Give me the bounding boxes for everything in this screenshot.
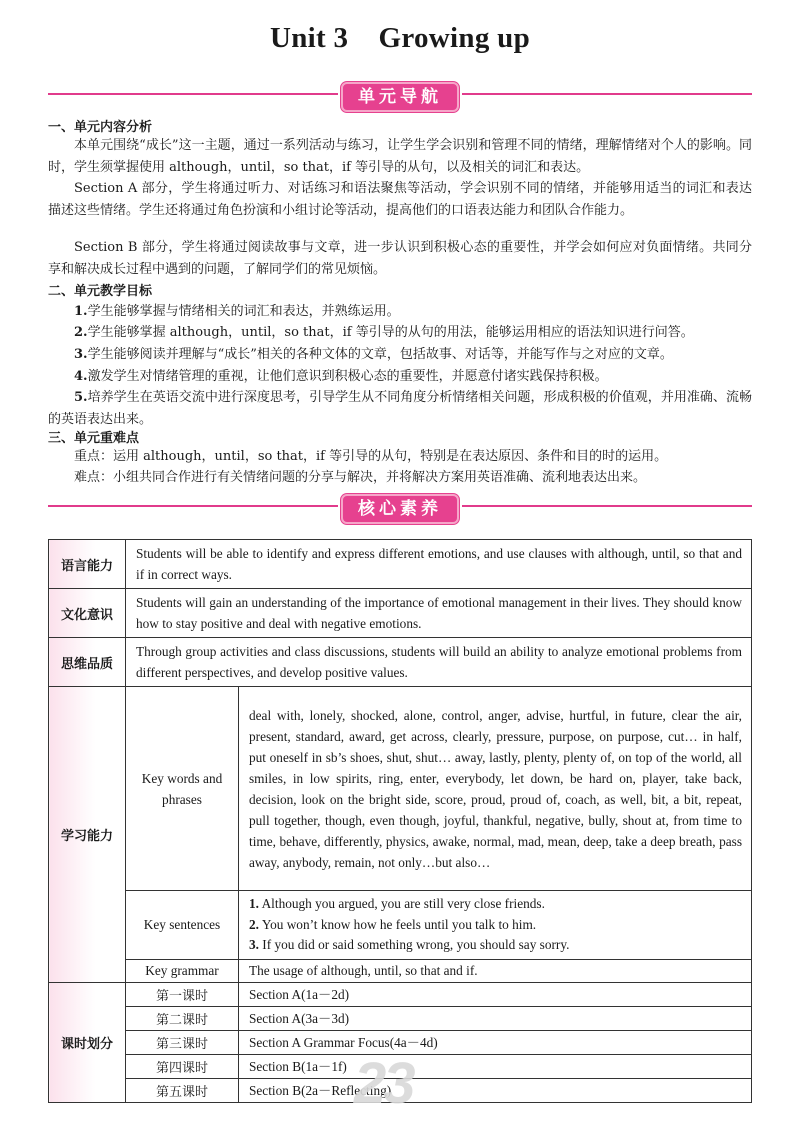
table-row-lesson-2 xyxy=(49,1006,752,1030)
goal-text: 学生能够掌握 although，until，so that，if 等引导的从句的用法，能够运用相应的语法知识进行问答。 xyxy=(87,325,694,340)
table-row-language xyxy=(49,540,752,589)
category-learning: 学习能力 xyxy=(49,687,126,983)
table-row-thinking xyxy=(49,638,752,687)
lesson-content-3: Section A Grammar Focus(4a－4d) xyxy=(239,1030,752,1054)
language-description: Students will be able to identify and express different emotions, and use clauses with although, until, so that and if in correct ways. xyxy=(126,540,752,589)
goal-text: 激发学生对情绪管理的重视，让他们意识到积极心态的重要性，并愿意付诸实践保持积极。 xyxy=(87,369,608,384)
goal-number: 3. xyxy=(74,347,88,362)
category-language: 语言能力 xyxy=(49,540,126,589)
lesson-name-1: 第一课时 xyxy=(126,982,239,1006)
table-row-lesson-1 xyxy=(49,982,752,1006)
key-sentence-2 xyxy=(249,915,742,936)
content-paragraph-2: Section A 部分，学生将通过听力、对话练习和语法聚焦等活动，学会识别不同的情绪，并能够用适当的词汇和表达描述这些情绪。学生还将通过角色扮演和小组讨论等活动，提高他们的口语表达能力和团队合作能力。 xyxy=(48,181,752,218)
unit-title: Unit 3 Growing up xyxy=(269,22,531,54)
key-sentences-label: Key sentences xyxy=(126,891,239,960)
table-row-culture xyxy=(49,589,752,638)
page-number: 23 xyxy=(354,1051,413,1116)
sentence-text: Although you argued, you are still very close friends. xyxy=(258,896,545,911)
sentence-number: 3. xyxy=(249,937,259,952)
sentence-text: If you did or said something wrong, you should say sorry. xyxy=(258,937,570,952)
thinking-description: Through group activities and class discussions, students will build an ability to analyze emotional problems from different perspectives, and develop positive values. xyxy=(126,638,752,687)
goal-text: 学生能够掌握与情绪相关的词汇和表达，并熟练运用。 xyxy=(87,304,400,319)
sentence-number: 1. xyxy=(249,896,259,911)
lesson-content-2: Section A(3a－3d) xyxy=(239,1006,752,1030)
goal-number: 1. xyxy=(74,304,88,319)
key-words-content: deal with, lonely, shocked, alone, control, anger, advise, hurtful, in future, clear the air, present, standard, award, get across, clearly, pressure, purpose, on purpose, cut… in half, put oneself in sb’s shoes, shut, shut… away, lastly, plenty, plenty of, on top of the world, all smiles, in low spirits, ring, enter, everybody, let down, be hard on, player, take back, decision, look on the bright side, score, proud, proud of, coach, as well, bit, a bit, repeat, pull together, though, even though, joyful, thankful, negative, bully, shout at, from time to time, behave, differently, physics, awake, normal, mad, mean, deep, take a deep breath, pass away, anybody, remain, not only…but also… xyxy=(239,687,752,891)
lesson-name-3: 第三课时 xyxy=(126,1030,239,1054)
lesson-name-2: 第二课时 xyxy=(126,1006,239,1030)
section-heading-goals: 二、单元教学目标 xyxy=(48,284,153,299)
lesson-name-5: 第五课时 xyxy=(126,1078,239,1102)
goal-number: 2. xyxy=(74,325,88,340)
key-grammar-label: Key grammar xyxy=(126,959,239,982)
goal-item-5 xyxy=(48,387,752,430)
banner-line-left xyxy=(48,93,338,95)
key-sentence-1 xyxy=(249,894,742,915)
table-row-key-words xyxy=(49,687,752,891)
table-row-key-sentences xyxy=(49,891,752,960)
table-row-key-grammar xyxy=(49,959,752,982)
content-paragraph-3: Section B 部分，学生将通过阅读故事与文章，进一步认识到积极心态的重要性，并学会如何应对负面情绪。共同分享和解决成长过程中遇到的问题，了解同学们的常见烦恼。 xyxy=(48,240,752,277)
content-paragraph-1: 本单元围绕“成长”这一主题，通过一系列活动与练习，让学生学会识别和管理不同的情绪，理解情绪对个人的影响。同时，学生须掌握使用 although，until，so that，if 等引导的从句，以及相关的词汇和表达。 xyxy=(48,138,752,175)
keypoint-difficulty: 难点：小组共同合作进行有关情绪问题的分享与解决，并将解决方案用英语准确、流利地表达出来。 xyxy=(74,470,647,485)
banner-core-competencies xyxy=(0,494,800,528)
goal-item-2 xyxy=(48,322,752,344)
category-culture: 文化意识 xyxy=(49,589,126,638)
banner-line-right xyxy=(462,93,752,95)
category-schedule: 课时划分 xyxy=(49,982,126,1102)
lesson-content-1: Section A(1a－2d) xyxy=(239,982,752,1006)
goal-number: 5. xyxy=(74,390,88,405)
goal-number: 4. xyxy=(74,369,88,384)
goal-item-3 xyxy=(48,344,752,366)
core-competency-table xyxy=(48,539,752,1103)
banner-label: 核心素养 xyxy=(341,494,459,524)
category-thinking: 思维品质 xyxy=(49,638,126,687)
lesson-content-4: Section B(1a－1f) xyxy=(239,1054,752,1078)
banner-unit-navigation xyxy=(0,82,800,116)
key-sentences-content xyxy=(239,891,752,960)
goal-item-4 xyxy=(48,366,752,388)
keypoint-focus: 重点：运用 although，until，so that，if 等引导的从句，特别是在表达原因、条件和目的时的运用。 xyxy=(74,449,668,464)
goal-text: 培养学生在英语交流中进行深度思考，引导学生从不同角度分析情绪相关问题，形成积极的价值观，并用准确、流畅的英语表达出来。 xyxy=(48,390,752,427)
goal-text: 学生能够阅读并理解与“成长”相关的各种文体的文章，包括故事、对话等，并能写作与之对应的文章。 xyxy=(87,347,673,362)
key-grammar-content: The usage of although, until, so that and if. xyxy=(239,959,752,982)
banner-line-right xyxy=(462,505,752,507)
lesson-content-5: Section B(2a－Reflecting) xyxy=(239,1078,752,1102)
lesson-name-4: 第四课时 xyxy=(126,1054,239,1078)
culture-description: Students will gain an understanding of the importance of emotional management in their lives. They should know how to stay positive and deal with negative emotions. xyxy=(126,589,752,638)
section-heading-keypoints: 三、单元重难点 xyxy=(48,431,140,446)
banner-label: 单元导航 xyxy=(341,82,459,112)
sentence-number: 2. xyxy=(249,916,259,932)
goal-item-1 xyxy=(48,301,752,323)
key-words-label: Key words and phrases xyxy=(126,687,239,891)
key-sentence-3 xyxy=(249,935,742,956)
section-heading-content: 一、单元内容分析 xyxy=(48,120,153,135)
banner-line-left xyxy=(48,505,338,507)
sentence-text: You won’t know how he feels until you talk to him. xyxy=(258,916,537,932)
